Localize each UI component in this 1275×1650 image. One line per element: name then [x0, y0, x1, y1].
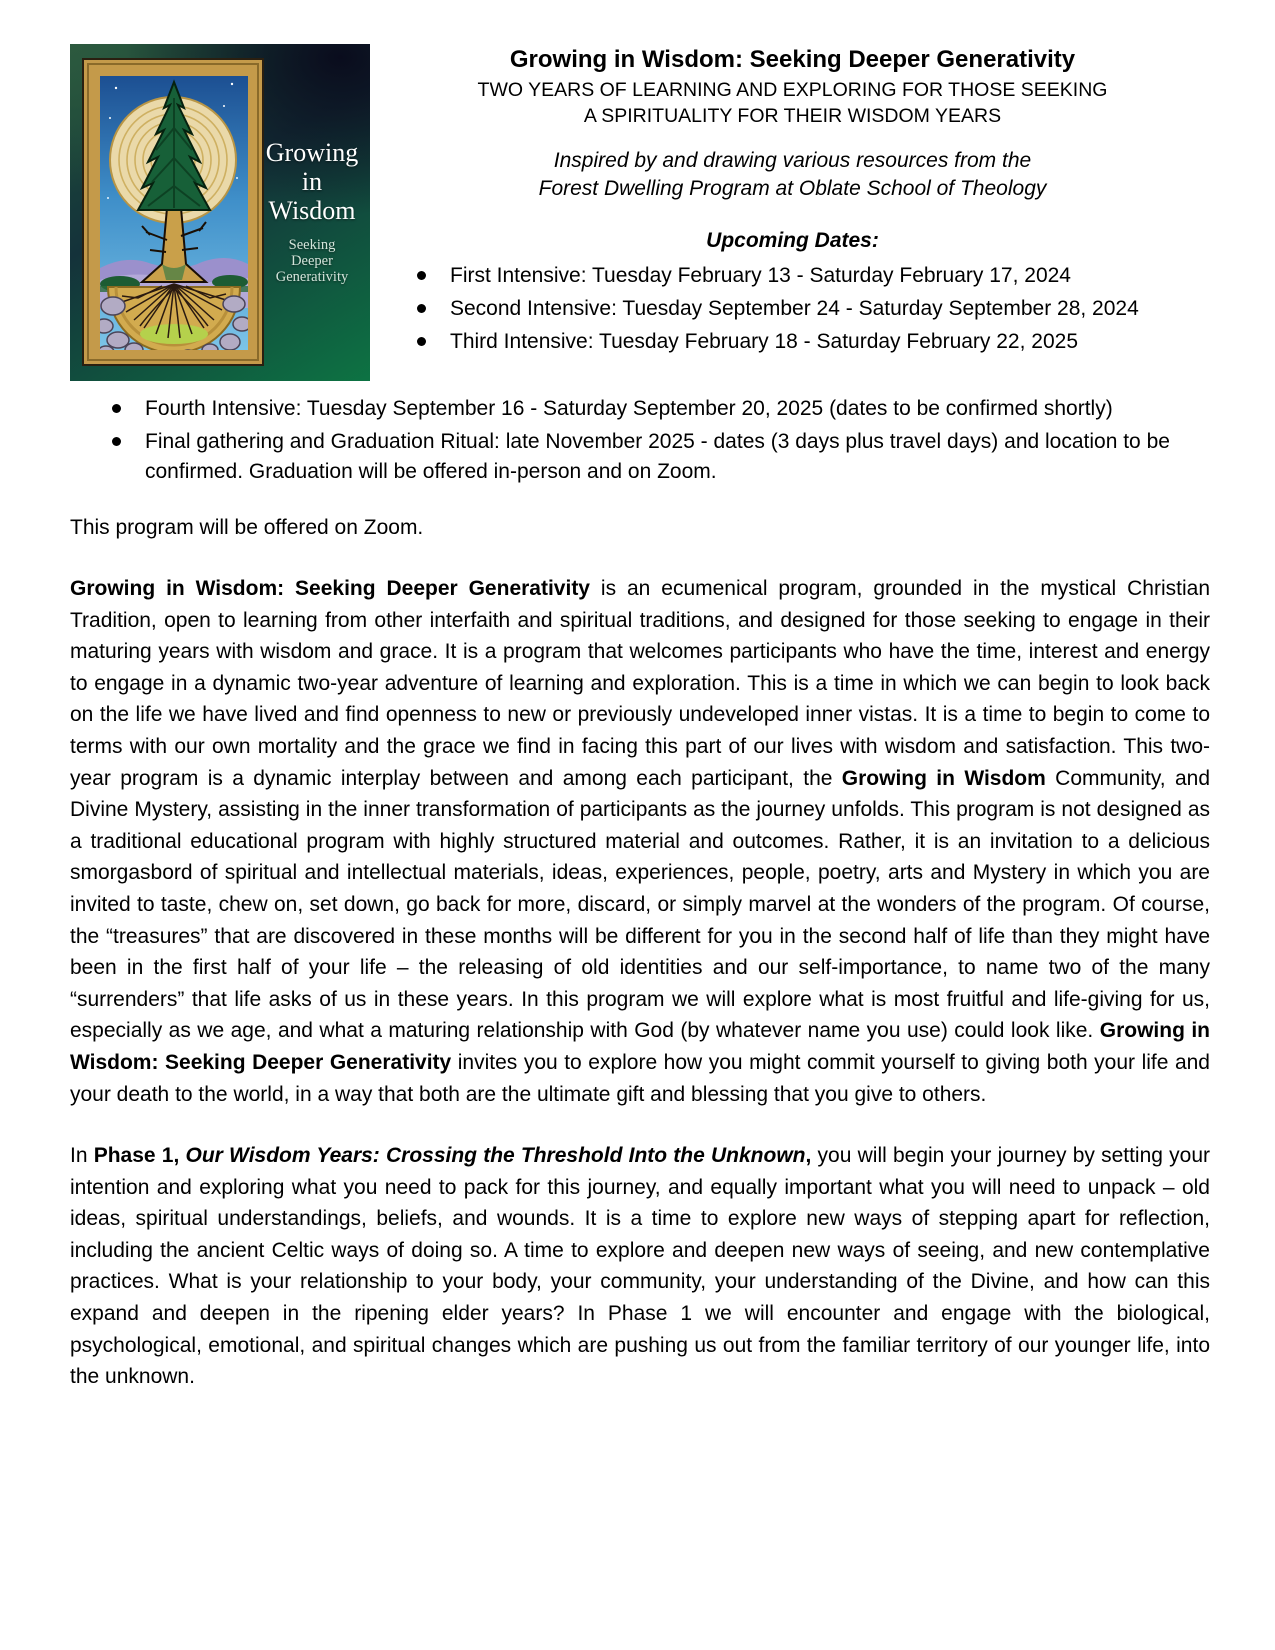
- header-column: [370, 44, 1210, 360]
- inspired-line-2: Forest Dwelling Program at Oblate School of Theology: [538, 177, 1047, 200]
- page-subtitle: [375, 77, 1210, 129]
- date-item: [375, 327, 1210, 357]
- upcoming-dates-list-full: [70, 394, 1210, 487]
- zoom-note: This program will be offered on Zoom.: [70, 516, 424, 539]
- date-text: First Intensive: Tuesday February 13 - Saturday February 17, 2024: [450, 264, 1071, 287]
- bullet-icon: [112, 437, 121, 446]
- bullet-icon: [417, 337, 426, 346]
- cover-title-line: Wisdom: [268, 196, 356, 225]
- bullet-icon: [112, 404, 121, 413]
- date-text: Third Intensive: Tuesday February 18 - Saturday February 22, 2025: [450, 330, 1079, 353]
- date-text: Final gathering and Graduation Ritual: late November 2025 - dates (3 days plus travel days) and location to be confirmed. Graduation will be offered in-person and on Zoom.: [145, 430, 1170, 483]
- date-text: Fourth Intensive: Tuesday September 16 - Saturday September 20, 2025 (dates to be confirmed shortly): [145, 397, 1113, 420]
- subtitle-line-2: A SPIRITUALITY FOR THEIR WISDOM YEARS: [583, 105, 1002, 127]
- date-text: Second Intensive: Tuesday September 24 - Saturday September 28, 2024: [450, 297, 1139, 320]
- page-title: Growing in Wisdom: Seeking Deeper Generativity: [509, 46, 1076, 73]
- book-cover-image: [70, 44, 370, 381]
- date-item: [70, 427, 1210, 487]
- text-run: Phase 1,: [93, 1144, 186, 1168]
- text-run: Growing in Wisdom: [841, 766, 1046, 790]
- upcoming-dates-list-side: [375, 261, 1210, 357]
- upcoming-dates-heading: Upcoming Dates:: [706, 229, 879, 252]
- framed-scene: [95, 76, 251, 361]
- cover-subtitle-line: Generativity: [275, 269, 349, 285]
- text-run: invites you to explore how you might commit yourself to giving both your life and your death to the world, in a way that both are the ultimate gift and blessing that you give to others.: [70, 1050, 1210, 1106]
- text-run: is an ecumenical program, grounded in the mystical Christian Tradition, open to learning from other interfaith and spiritual traditions, and designed for those seeking to engage in their maturing years with wisdom and grace. It is a program that welcomes participants who have the time, interest and energy to engage in a dynamic two-year adventure of learning and exploration. This is a time in which we can begin to look back on the life we have lived and find openness to new or previously undeveloped inner vistas. It is a time to begin to come to terms with our own mortality and the grace we find in facing this part of our lives with wisdom and satisfaction. This two-year program is a dynamic interplay between and among each participant, the: [70, 577, 1210, 790]
- inspired-line-1: Inspired by and drawing various resources from the: [553, 149, 1032, 172]
- text-run: Growing in Wisdom: Seeking Deeper Generativity: [70, 1019, 1211, 1074]
- date-item: [375, 294, 1210, 324]
- cover-subtitle-line: Deeper: [291, 253, 333, 269]
- cover-subtitle: [254, 237, 370, 285]
- text-run: Our Wisdom Years: Crossing the Threshold Into the Unknown: [185, 1144, 806, 1168]
- cover-title: [254, 138, 370, 225]
- subtitle-line-1: TWO YEARS OF LEARNING AND EXPLORING FOR THOSE SEEKING: [477, 79, 1108, 101]
- bullet-icon: [417, 304, 426, 313]
- text-run: Community, and Divine Mystery, assisting in the inner transformation of participants as the journey unfolds. This program is not designed as a traditional educational program with highly structured material and outcomes. Rather, it is an invitation to a delicious smorgasbord of spiritual and intellectual materials, ideas, experiences, people, poetry, arts and Mystery in which you are invited to taste, chew on, set down, go back for more, discard, or simply marvel at the wonders of the program. Of course, the “treasures” that are discovered in these months will be different for you in the second half of life than they might have been in the first half of your life – the releasing of old identities and our self-importance, to name two of the many “surrenders” that life asks of us in these years. In this program we will explore what is most fruitful and life-giving for us, especially as we age, and what a maturing relationship with God (by whatever name you use) could look like.: [70, 766, 1211, 1043]
- phase-1-paragraph: [70, 1140, 1210, 1393]
- cover-title-line: in: [301, 167, 323, 196]
- date-item: [375, 261, 1210, 291]
- text-run: In: [70, 1144, 94, 1168]
- cover-subtitle-line: Seeking: [288, 237, 336, 253]
- tree-artwork: [82, 58, 266, 368]
- date-item: [70, 394, 1210, 424]
- bullet-icon: [417, 271, 426, 280]
- text-run: you will begin your journey by setting your intention and exploring what you need to pack for this journey, and equally important what you will need to unpack – old ideas, spiritual understandings, beliefs, and wounds. It is a time to explore new ways of stepping apart for reflection, including the ancient Celtic ways of doing so. A time to explore and deepen new ways of seeing, and new contemplative practices. What is your relationship to your body, your community, your understanding of the Divine, and how can this expand and deepen in the ripening elder years? In Phase 1 we will encounter and engage with the biological, psychological, emotional, and spiritual changes which are pushing us out from the familiar territory of our younger life, into the unknown.: [70, 1144, 1210, 1389]
- cover-title-line: Growing: [265, 138, 359, 167]
- inspired-note: [375, 147, 1210, 203]
- text-run: Growing in Wisdom: Seeking Deeper Generativity: [70, 577, 590, 600]
- top-section: [70, 44, 1210, 381]
- program-description-paragraph: [70, 573, 1210, 1110]
- text-run: ,: [805, 1144, 818, 1168]
